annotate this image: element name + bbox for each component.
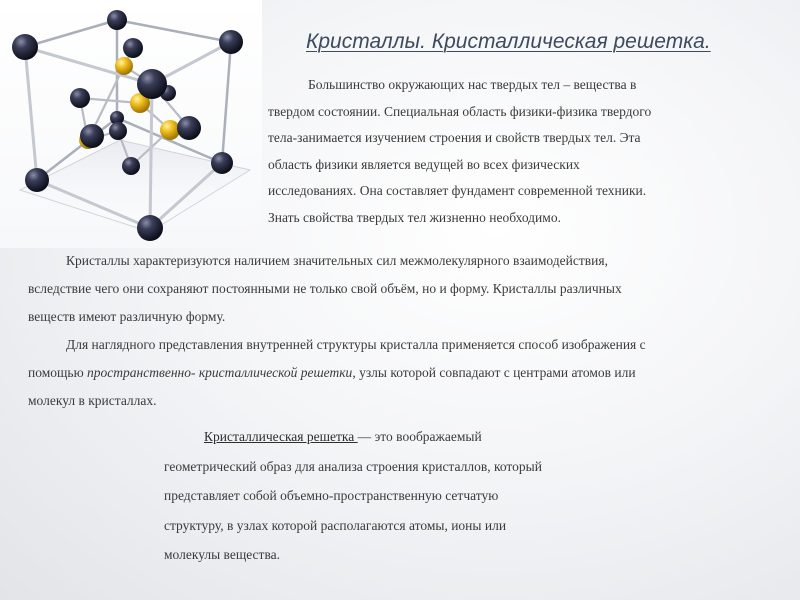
definition-line-1 <box>164 422 634 452</box>
intro-line-5: исследованиях. Она составляет фундамент современной техники. <box>268 183 647 198</box>
forces-line-1: Кристаллы характеризуются наличием значительных сил межмолекулярного взаимодействия, <box>66 253 608 268</box>
lattice-line-2 <box>28 359 758 387</box>
definition-line-4: структуру, в узлах которой располагаются атомы, ионы или <box>164 517 507 533</box>
definition-line-5: молекулы вещества. <box>164 547 281 562</box>
crystal-lattice-model-icon <box>0 0 262 248</box>
lattice-line-2-after: , узлы которой совпадают с центрами атомов или <box>352 365 636 380</box>
intro-paragraph <box>268 72 753 231</box>
intro-line-3: тела-занимается изучением строения и свойств твердых тел. Эта <box>268 130 641 145</box>
slide-title: Кристаллы. Кристаллическая решетка. <box>306 30 711 53</box>
definition-term: Кристаллическая решетка <box>204 429 358 444</box>
definition-line-1-rest: — это воображаемый <box>357 429 482 444</box>
lattice-term: пространственно- кристаллической решетки <box>87 365 353 380</box>
forces-paragraph <box>28 247 758 331</box>
lattice-line-3: молекул в кристаллах. <box>28 393 157 408</box>
lattice-line-1: Для наглядного представления внутренней структуры кристалла применяется способ изображения с <box>66 337 646 352</box>
intro-line-4: область физики является ведущей во всех физических <box>268 156 580 172</box>
intro-line-2: твердом состоянии. Специальная область физики-физика твердого <box>268 103 652 119</box>
lattice-paragraph <box>28 331 758 415</box>
forces-line-3: веществ имеют различную форму. <box>28 309 226 324</box>
intro-line-6: Знать свойства твердых тел жизненно необходимо. <box>268 209 561 225</box>
lattice-line-2-before: помощью <box>28 365 88 380</box>
definition-paragraph <box>164 422 634 570</box>
definition-line-3: представляет собой объемно-пространственную сетчатую <box>164 488 499 503</box>
definition-line-2: геометрический образ для анализа строения кристаллов, который <box>164 458 542 474</box>
intro-line-1: Большинство окружающих нас твердых тел – вещества в <box>308 77 637 92</box>
forces-line-2: вследствие чего они сохраняют постоянными не только свой объём, но и форму. Кристаллы различных <box>28 281 622 296</box>
